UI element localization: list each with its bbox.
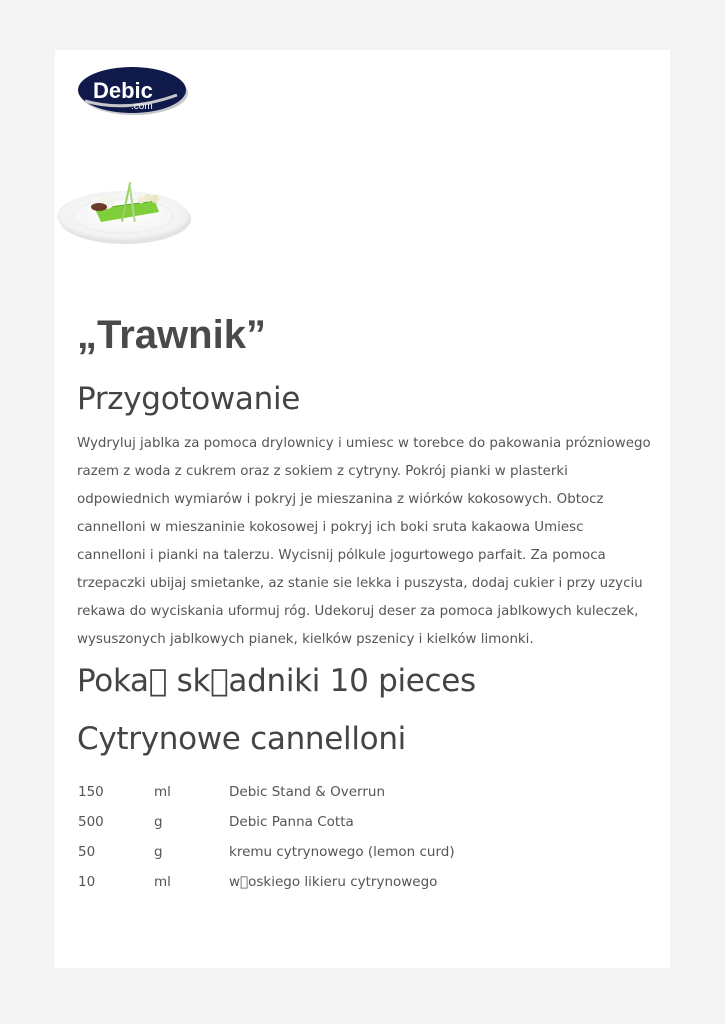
ingredient-name: Debic Stand & Overrun (229, 784, 386, 800)
ingredient-unit: ml (154, 784, 171, 800)
dessert-plate-photo (55, 132, 193, 280)
preparation-text: Wydryluj jablka za pomoca drylownicy i umiesc w torebce do pakowania prózniowego razem z woda z cukrem oraz z sokiem z cytryny. Pokrój pianki w plasterki odpowiednich wymiarów i pokryj je mieszanina z wiórków kokosowych. Obtocz cannelloni w mieszaninie kokosowej i pokryj ich boki sruta kakaowa Umiesc cannelloni i pianki na talerzu. Wycisnij pólkule jogurtowego parfait. Za pomoca trzepaczki ubijaj smietanke, az stanie sie lekka i puszysta, dodaj cukier i przy uzyciu rekawa do wyciskania uformuj róg. Udekoruj deser za pomoca jablkowych kuleczek, wysuszonych jablkowych pianek, kielków pszenicy i kielków limonki. (77, 436, 651, 647)
ingredient-name: Debic Panna Cotta (229, 814, 354, 830)
ingredient-name: w oskiego likieru cytrynowego (229, 874, 438, 890)
recipe-title: „Trawnik” (77, 313, 266, 357)
ingredient-qty: 150 (78, 784, 104, 800)
logo-text: Debic (93, 78, 153, 103)
ingredient-unit: ml (154, 874, 171, 890)
debic-logo[interactable] (77, 65, 189, 117)
ingredient-group-heading: Cytrynowe cannelloni (77, 721, 406, 757)
ingredient-qty: 50 (78, 844, 96, 860)
ingredient-unit: g (154, 844, 163, 860)
logo-subtext: .com (131, 101, 153, 112)
table-row (77, 867, 637, 897)
ingredients-heading: Poka  sk adniki 10 pieces (77, 663, 476, 699)
ingredient-qty: 500 (78, 814, 104, 830)
ingredient-unit: g (154, 814, 163, 830)
table-row (77, 837, 637, 867)
table-row (77, 777, 637, 807)
ingredient-name: kremu cytrynowego (lemon curd) (229, 844, 455, 860)
table-row (77, 807, 637, 837)
ingredients-table (77, 777, 637, 897)
recipe-page (55, 50, 670, 968)
preparation-heading: Przygotowanie (77, 381, 301, 417)
ingredient-qty: 10 (78, 874, 96, 890)
